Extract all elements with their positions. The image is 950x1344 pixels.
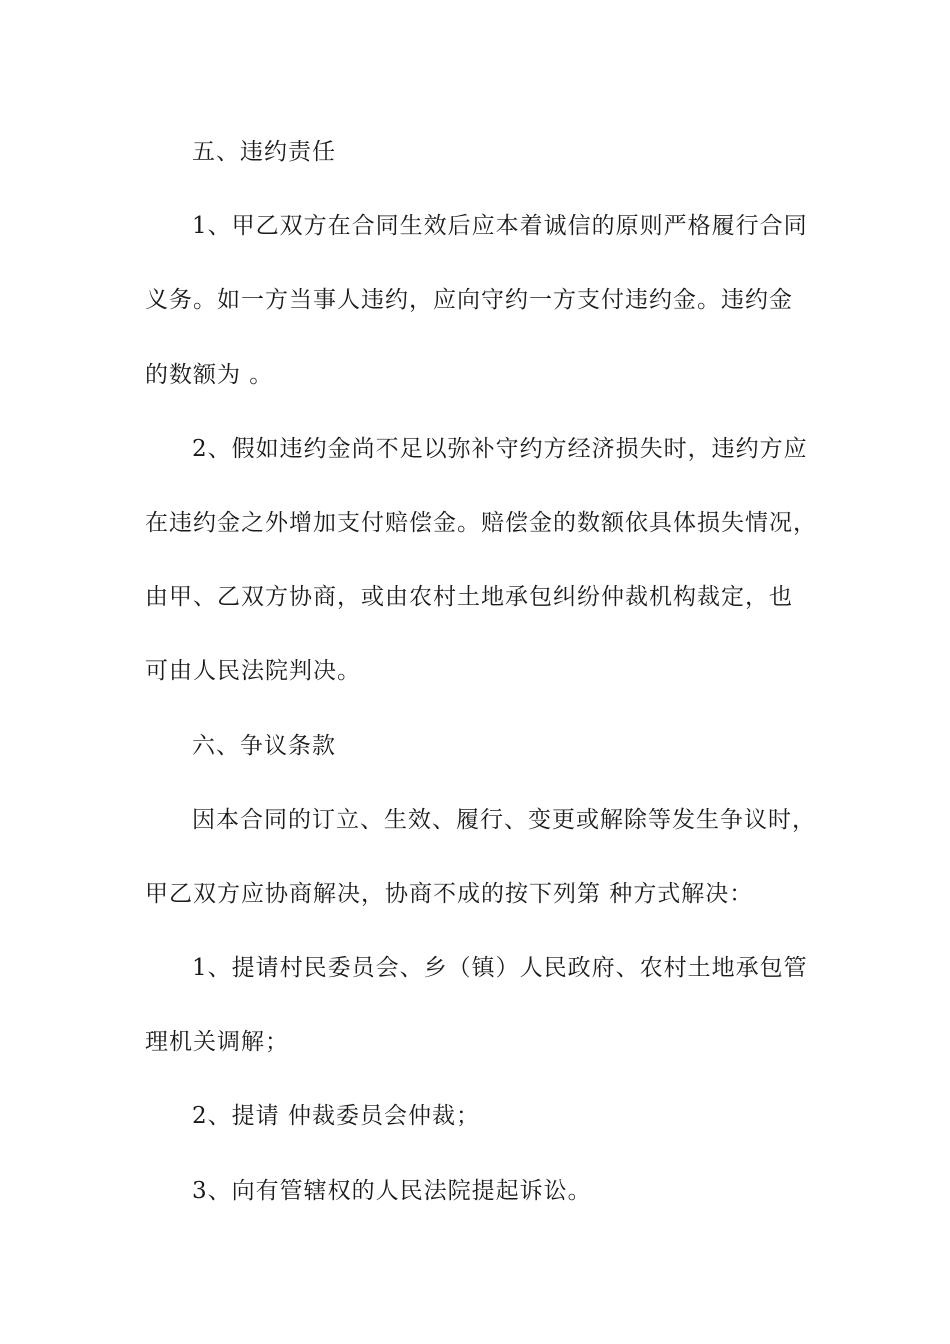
paragraph-line: 2、假如违约金尚不足以弥补守约方经济损失时，违约方应 bbox=[192, 435, 808, 462]
paragraph-line: 理机关调解； bbox=[145, 1029, 289, 1056]
paragraph-line: 甲乙双方应协商解决，协商不成的按下列第 种方式解决： bbox=[145, 880, 754, 907]
paragraph-line: 在违约金之外增加支付赔偿金。赔偿金的数额依具体损失情况， bbox=[145, 509, 817, 536]
list-item-mediation: 1、提请村民委员会、乡（镇）人民政府、农村土地承包管 bbox=[192, 955, 808, 982]
paragraph-line: 的数额为 。 bbox=[145, 361, 274, 388]
paragraph-line: 可由人民法院判决。 bbox=[145, 658, 361, 685]
section-heading-breach-liability: 五、违约责任 bbox=[192, 139, 336, 165]
document-body bbox=[145, 130, 835, 1243]
paragraph-line: 由甲、乙双方协商，或由农村土地承包纠纷仲裁机构裁定，也 bbox=[145, 584, 793, 611]
list-item-litigation: 3、向有管辖权的人民法院提起诉讼。 bbox=[192, 1177, 592, 1204]
paragraph-line: 因本合同的订立、生效、履行、变更或解除等发生争议时， bbox=[192, 806, 816, 833]
section-heading-dispute-clause: 六、争议条款 bbox=[192, 732, 336, 759]
paragraph-line: 义务。如一方当事人违约，应向守约一方支付违约金。违约金 bbox=[145, 287, 793, 314]
list-item-arbitration: 2、提请 仲裁委员会仲裁； bbox=[192, 1103, 480, 1130]
paragraph-line: 1、甲乙双方在合同生效后应本着诚信的原则严格履行合同 bbox=[192, 213, 808, 240]
